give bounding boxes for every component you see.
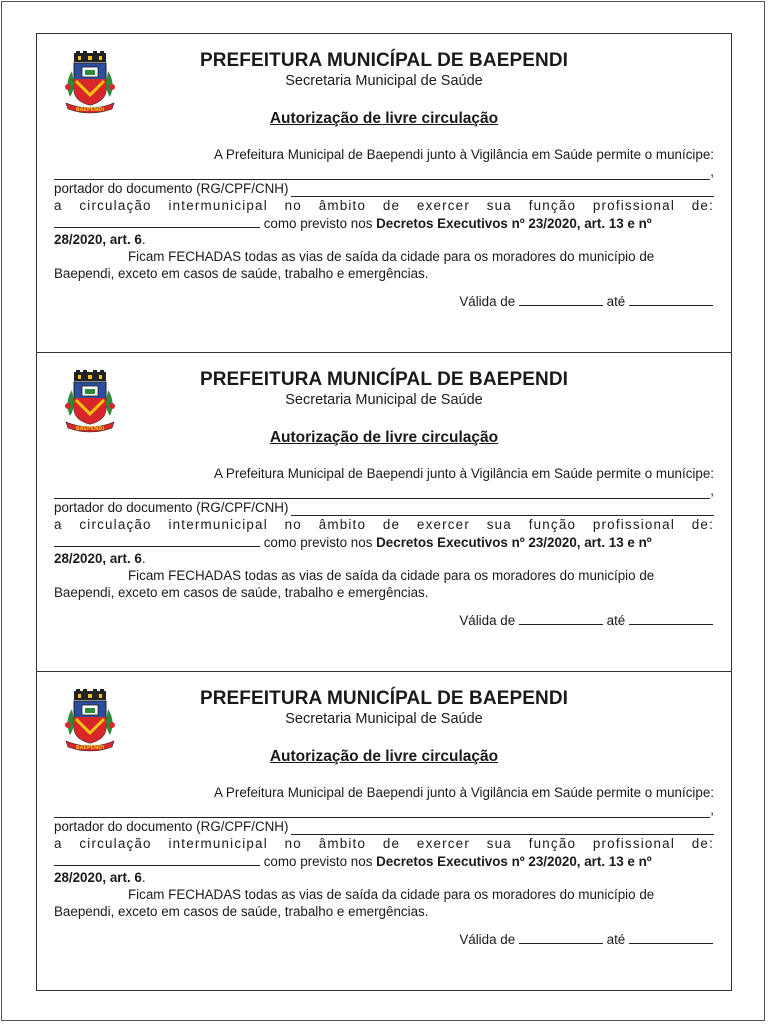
svg-text:BAEPENDI: BAEPENDI [75,426,105,432]
notice-line-1: Ficam FECHADAS todas as vias de saída da cidade para os moradores do município de [128,249,655,264]
svg-text:BAEPENDI: BAEPENDI [75,107,105,113]
decree-line: 28/2020, art. 6. [54,870,146,885]
authorization-body [54,784,714,920]
document-number-line: portador do documento (RG/CPF/CNH) [54,818,714,835]
profession-blank [54,214,260,228]
intro-line: A Prefeitura Municipal de Baependi junto à Vigilância em Saúde permite o munícipe: [214,785,714,800]
page-title: PREFEITURA MUNICÍPAL DE BAEPENDI [199,50,569,71]
valid-from-blank [519,930,603,944]
valid-until-blank [629,930,713,944]
page-subtitle: Secretaria Municipal de Saúde [285,73,483,89]
citizen-name-line: , [54,801,714,818]
intro-line: A Prefeitura Municipal de Baependi junto à Vigilância em Saúde permite o munícipe: [214,147,714,162]
document-number-blank [291,821,714,835]
authorization-sheet [36,33,732,991]
authorization-body [54,146,714,282]
validity-line: Válida de até [459,930,713,947]
page-subtitle: Secretaria Municipal de Saúde [285,711,483,727]
valid-until-blank [629,611,713,625]
notice-line-2: Baependi, exceto em casos de saúde, trabalho e emergências. [54,266,429,281]
valid-from-blank [519,292,603,306]
citizen-name-blank [54,166,710,180]
document-number-line: portador do documento (RG/CPF/CNH) [54,180,714,197]
page-title: PREFEITURA MUNICÍPAL DE BAEPENDI [199,688,569,709]
authorization-card [37,671,731,989]
intro-line: A Prefeitura Municipal de Baependi junto à Vigilância em Saúde permite o munícipe: [214,466,714,481]
citizen-name-line: , [54,163,714,180]
document-heading: Autorização de livre circulação [269,748,499,765]
notice-line-1: Ficam FECHADAS todas as vias de saída da cidade para os moradores do município de [128,887,655,902]
decree-line: 28/2020, art. 6. [54,551,146,566]
circulation-line: a circulação intermunicipal no âmbito de exercer sua função profissional de: [54,836,714,851]
profession-line: como previsto nos Decretos Executivos nº 23/2020, art. 13 e nº [54,533,714,550]
validity-line: Válida de até [459,292,713,309]
circulation-line: a circulação intermunicipal no âmbito de exercer sua função profissional de: [54,517,714,532]
profession-line: como previsto nos Decretos Executivos nº 23/2020, art. 13 e nº [54,214,714,231]
validity-line: Válida de até [459,611,713,628]
profession-blank [54,852,260,866]
document-number-blank [291,183,714,197]
authorization-card [37,34,731,352]
decree-line: 28/2020, art. 6. [54,232,146,247]
valid-until-blank [629,292,713,306]
notice-line-2: Baependi, exceto em casos de saúde, trabalho e emergências. [54,904,429,919]
citizen-name-line: , [54,482,714,499]
page-title: PREFEITURA MUNICÍPAL DE BAEPENDI [199,369,569,390]
page-subtitle: Secretaria Municipal de Saúde [285,392,483,408]
circulation-line: a circulação intermunicipal no âmbito de exercer sua função profissional de: [54,198,714,213]
valid-from-blank [519,611,603,625]
citizen-name-blank [54,485,710,499]
authorization-body [54,465,714,601]
notice-line-1: Ficam FECHADAS todas as vias de saída da cidade para os moradores do município de [128,568,655,583]
notice-line-2: Baependi, exceto em casos de saúde, trabalho e emergências. [54,585,429,600]
document-number-line: portador do documento (RG/CPF/CNH) [54,499,714,516]
citizen-name-blank [54,804,710,818]
authorization-card [37,352,731,670]
svg-text:BAEPENDI: BAEPENDI [75,745,105,751]
document-heading: Autorização de livre circulação [269,429,499,446]
document-number-blank [291,502,714,516]
profession-blank [54,533,260,547]
document-heading: Autorização de livre circulação [269,110,499,127]
profession-line: como previsto nos Decretos Executivos nº 23/2020, art. 13 e nº [54,852,714,869]
